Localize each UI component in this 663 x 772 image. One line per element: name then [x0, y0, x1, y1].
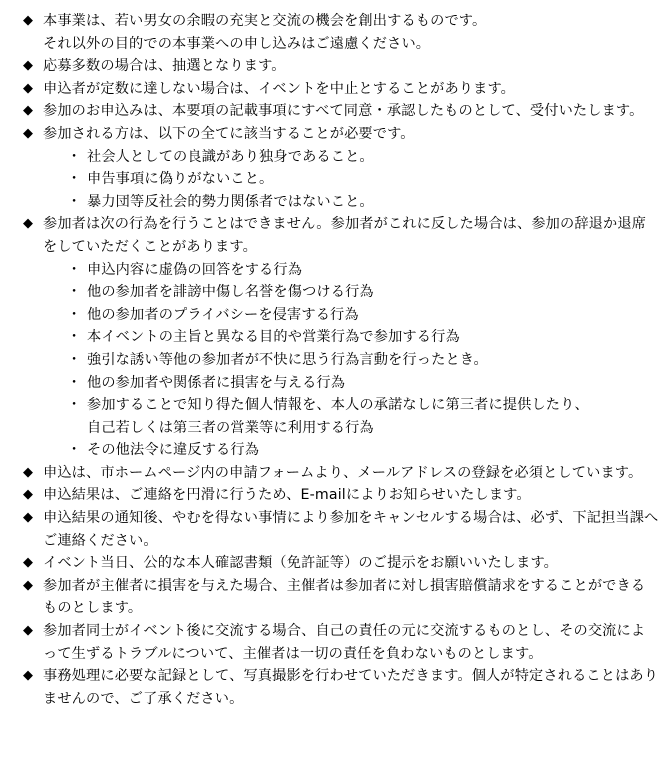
terms-subitem	[67, 259, 659, 282]
terms-item-text: 応募多数の場合は、抽選となります。	[43, 58, 286, 75]
dot-bullet-icon: ・	[67, 329, 82, 346]
dot-bullet-icon: ・	[67, 171, 82, 188]
terms-sublist	[43, 146, 659, 214]
terms-item-text: 申込者が定数に達しない場合は、イベントを中止とすることがあります。	[43, 80, 516, 97]
terms-subitem	[67, 168, 659, 191]
terms-item-text: 参加のお申込みは、本要項の記載事項にすべて同意・承認したものとして、受付いたします。	[43, 103, 644, 120]
terms-subitem-text: その他法令に違反する行為	[87, 442, 260, 459]
terms-item-text: 参加者は次の行為を行うことはできません。参加者がこれに反した場合は、参加の辞退か退席をしていただくことがあります。	[43, 216, 647, 255]
terms-item	[23, 100, 659, 123]
diamond-bullet-icon: ◆	[23, 103, 34, 119]
diamond-bullet-icon: ◆	[23, 13, 34, 28]
terms-list	[23, 10, 659, 710]
terms-item-text: 参加される方は、以下の全てに該当することが必要です。	[43, 125, 415, 142]
terms-item-text: 参加者同士がイベント後に交流する場合、自己の責任の元に交流するものとし、その交流によって生ずるトラブルについて、主催者は一切の責任を負わないものとします。	[43, 623, 646, 662]
terms-item	[23, 665, 659, 710]
terms-item	[23, 213, 659, 462]
terms-item	[23, 575, 659, 620]
terms-item	[23, 10, 659, 55]
terms-item-text: イベント当日、公的な本人確認書類（免許証等）のご提示をお願いいたします。	[43, 555, 559, 572]
terms-subitem-text: 社会人としての良識があり独身であること。	[87, 148, 374, 165]
terms-item	[23, 484, 659, 507]
dot-bullet-icon: ・	[67, 397, 82, 414]
terms-item-text: 参加者が主催者に損害を与えた場合、主催者は参加者に対し損害賠償請求をすることができるものとします。	[43, 577, 646, 617]
terms-subitem-text: 他の参加者のプライバシーを侵害する行為	[87, 306, 359, 323]
diamond-bullet-icon: ◆	[23, 216, 34, 232]
terms-item	[23, 507, 659, 552]
terms-sublist	[43, 259, 659, 462]
terms-subitem-text: 強引な誘い等他の参加者が不快に思う行為言動を行ったとき。	[87, 351, 488, 368]
diamond-bullet-icon: ◆	[23, 487, 34, 503]
diamond-bullet-icon: ◆	[23, 464, 34, 480]
terms-subitem	[67, 304, 659, 327]
terms-subitem-text: 申込内容に虚偽の回答をする行為	[87, 261, 303, 278]
terms-item	[23, 78, 659, 101]
terms-item	[23, 462, 659, 485]
terms-subitem-text: 他の参加者や関係者に損害を与える行為	[87, 374, 346, 391]
dot-bullet-icon: ・	[67, 351, 82, 368]
terms-subitem	[67, 281, 659, 304]
terms-subitem-text: 参加することで知り得た個人情報を、本人の承諾なしに第三者に提供したり、 自己若しくは第三者の営業等に利用する行為	[87, 397, 589, 436]
dot-bullet-icon: ・	[67, 261, 82, 278]
terms-item	[23, 620, 659, 665]
diamond-bullet-icon: ◆	[23, 555, 34, 571]
dot-bullet-icon: ・	[67, 193, 82, 210]
terms-subitem	[67, 439, 659, 462]
terms-subitem	[67, 326, 659, 349]
terms-subitem-text: 本イベントの主旨と異なる目的や営業行為で参加する行為	[87, 329, 460, 346]
diamond-bullet-icon: ◆	[23, 510, 34, 526]
terms-item	[23, 55, 659, 78]
terms-item-text: 申込結果は、ご連絡を円滑に行うため、E-mailによりお知らせいたします。	[43, 487, 531, 504]
diamond-bullet-icon: ◆	[23, 623, 34, 639]
terms-subitem	[67, 372, 659, 395]
terms-subitem	[67, 146, 659, 169]
terms-subitem	[67, 191, 659, 214]
dot-bullet-icon: ・	[67, 442, 82, 459]
terms-item	[23, 123, 659, 213]
diamond-bullet-icon: ◆	[23, 577, 34, 593]
diamond-bullet-icon: ◆	[23, 125, 34, 141]
dot-bullet-icon: ・	[67, 374, 82, 391]
terms-subitem-text: 暴力団等反社会的勢力関係者ではないこと。	[87, 193, 374, 210]
diamond-bullet-icon: ◆	[23, 80, 34, 96]
terms-item-text: 申込は、市ホームページ内の申請フォームより、メールアドレスの登録を必須としています。	[43, 464, 643, 481]
terms-item-text: 本事業は、若い男女の余暇の充実と交流の機会を創出するものです。 それ以外の目的での本事業への申し込みはご遠慮ください。	[43, 13, 487, 52]
terms-subitem-text: 他の参加者を誹謗中傷し名誉を傷つける行為	[87, 284, 374, 301]
terms-subitem	[67, 349, 659, 372]
terms-item	[23, 552, 659, 575]
terms-subitem-text: 申告事項に偽りがないこと。	[87, 171, 274, 188]
dot-bullet-icon: ・	[67, 306, 82, 323]
terms-subitem	[67, 394, 659, 439]
diamond-bullet-icon: ◆	[23, 668, 34, 684]
dot-bullet-icon: ・	[67, 148, 82, 165]
diamond-bullet-icon: ◆	[23, 58, 34, 74]
dot-bullet-icon: ・	[67, 284, 82, 301]
terms-item-text: 事務処理に必要な記録として、写真撮影を行わせていただきます。個人が特定されることはありませんので、ご了承ください。	[43, 668, 659, 707]
terms-item-text: 申込結果の通知後、やむを得ない事情により参加をキャンセルする場合は、必ず、下記担当課へご連絡ください。	[43, 510, 659, 549]
